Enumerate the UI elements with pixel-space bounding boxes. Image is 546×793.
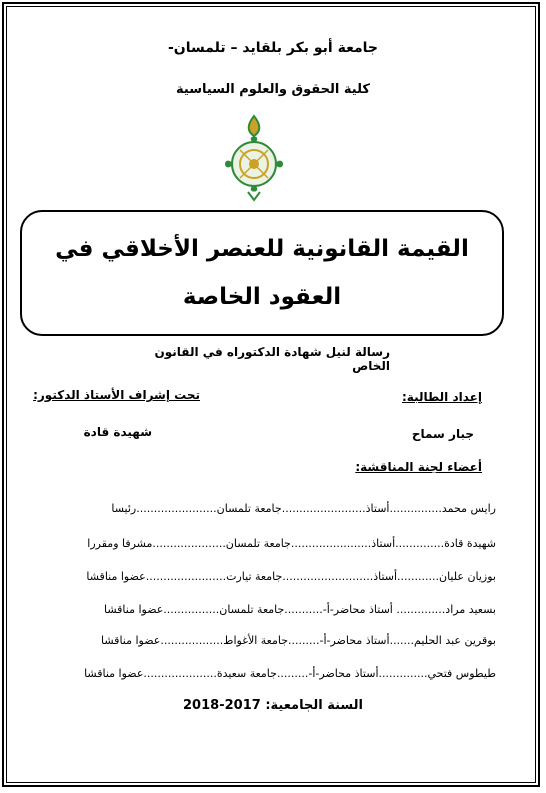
thesis-subtitle: رسالة لنيل شهادة الدكتوراه في القانون الخاص xyxy=(154,345,390,373)
title-box xyxy=(20,210,504,336)
supervisor-name: شهيدة قادة xyxy=(83,425,152,439)
committee-member: رايس محمد...............أستاذ........................جامعة تلمسان.......................رئيسا xyxy=(111,502,496,515)
committee-member: بوقرين عبد الحليم.......أستاذ محاضر-أ-.........جامعة الأغواط..................عضوا مناقشا xyxy=(101,634,496,647)
committee-title: أعضاء لجنة المناقشة: xyxy=(355,460,482,474)
preparation-label: إعداد الطالبة: xyxy=(402,390,482,404)
thesis-title: القيمة القانونية للعنصر الأخلاقي في العقود الخاصة xyxy=(55,236,469,310)
committee-member: بوزيان عليان............أستاذ..........................جامعة تيارت.......................عضوا مناقشا xyxy=(86,570,496,583)
faculty-name: كلية الحقوق والعلوم السياسية xyxy=(176,82,370,97)
student-name: جبار سماح xyxy=(411,427,474,441)
committee-member: شهيدة قادة..............أستاذ.......................جامعة تلمسان.....................مشرفا ومقررا xyxy=(87,537,496,550)
university-seal-icon xyxy=(218,112,290,202)
academic-year: السنة الجامعية: 2017-2018 xyxy=(183,698,363,713)
committee-member: طيطوس فتحي..............أستاذ محاضر-أ-.........جامعة سعيدة.....................عضوا مناقشا xyxy=(84,667,496,680)
supervision-label: تحت إشراف الأستاذ الدكتور: xyxy=(33,388,200,402)
university-name: جامعة أبو بكر بلقايد – تلمسان- xyxy=(168,40,378,56)
committee-member: بسعيد مراد.............. أستاذ محاضر-أ-...........جامعة تلمسان................عضوا مناقشا xyxy=(103,603,496,616)
